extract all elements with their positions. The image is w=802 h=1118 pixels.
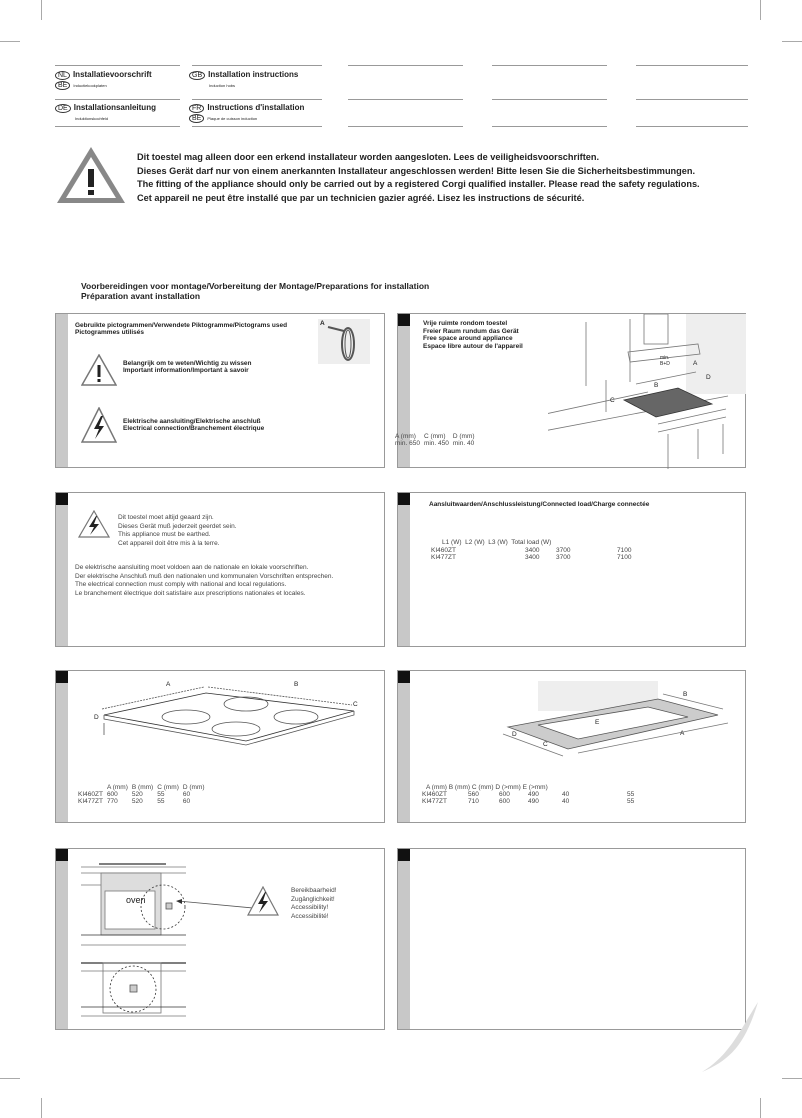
panel-earthing	[55, 492, 385, 647]
badge: DE	[55, 104, 71, 113]
lang-title: Installationsanleitung	[73, 103, 156, 112]
panel-accessibility	[55, 848, 385, 1030]
cell: 3700	[556, 554, 571, 561]
kitchen-diagram	[548, 314, 746, 469]
cell: A (mm)	[395, 433, 416, 440]
cell: KI460ZT	[422, 791, 447, 798]
oven-socket-diagram	[81, 859, 191, 1019]
dim-d: D	[512, 731, 517, 738]
cable-label: A	[320, 320, 325, 327]
cell: 600	[499, 791, 510, 798]
page-curl-decoration	[700, 1000, 760, 1075]
cell: 7100	[617, 547, 632, 554]
text-line: Le branchement électrique doit satisfaire aux prescriptions nationales et locales.	[75, 589, 306, 597]
cell: KI460ZT	[78, 791, 103, 798]
panel-title: Aansluitwaarden/Anschlussleistung/Connected load/Charge connectée	[429, 501, 650, 508]
cell: B (mm)	[131, 784, 154, 791]
dim-c: C	[543, 741, 548, 748]
hob-dimensions-table	[78, 784, 209, 805]
dim-min: min.	[660, 355, 670, 361]
cell: C (mm)	[423, 433, 446, 440]
cell: 3400	[525, 547, 540, 554]
warning-triangle-icon	[55, 145, 127, 205]
panel-pictograms	[55, 313, 385, 468]
free-space-title	[423, 320, 523, 350]
cell: KI477ZT	[78, 798, 103, 805]
dim-bd: B+D	[660, 361, 670, 367]
cell: 3400	[525, 554, 540, 561]
section-title-line: Voorbereidingen voor montage/Vorbereitung der Montage/Preparations for installation	[81, 281, 430, 291]
cell: 55	[627, 791, 635, 798]
cell: KI460ZT	[431, 547, 456, 554]
earth-text	[118, 514, 237, 548]
cell: L3 (W)	[488, 539, 508, 546]
badge: NL	[55, 71, 70, 80]
cell: 770	[106, 798, 118, 805]
title-line: Freier Raum rundum das Gerät	[423, 327, 519, 335]
cell: min. 450	[423, 440, 449, 447]
cell: L2 (W)	[465, 539, 485, 546]
text-line: Cet appareil doit être mis à la terre.	[118, 539, 220, 547]
cell: KI477ZT	[422, 798, 447, 805]
lang-subtitle: Plaque de cuisson induction	[207, 116, 258, 121]
text-line: Dieses Gerät muß jederzeit geerdet sein.	[118, 522, 237, 530]
text-line: Dit toestel moet altijd geaard zijn.	[118, 514, 214, 521]
title-line: Espace libre autour de l'appareil	[423, 342, 523, 350]
cell: E (>mm)	[522, 784, 548, 791]
dim-a: A	[166, 681, 171, 688]
cell: 600	[499, 798, 510, 805]
warning-line: Cet appareil ne peut être installé que par un technicien gazier agréé. Lisez les instructions de sécurité.	[137, 192, 585, 203]
panel-title: Gebruikte pictogrammen/Verwendete Piktogramme/Pictograms used	[75, 322, 288, 329]
electric-hazard-icon	[81, 407, 117, 443]
important-label: Important information/Important à savoir	[123, 367, 249, 374]
text-line: The electrical connection must comply with national and local regulations.	[75, 581, 287, 588]
cell: 520	[131, 791, 143, 798]
cell: C (mm)	[157, 784, 179, 791]
cell: 60	[182, 791, 191, 798]
cell: D (mm)	[452, 433, 475, 440]
accessibility-text	[291, 887, 337, 921]
section-title	[81, 281, 429, 301]
title-line: Vrije ruimte rondom toestel	[423, 320, 508, 327]
cell: min. 40	[452, 440, 475, 447]
electric-hazard-icon	[247, 886, 279, 921]
dim-a: A	[680, 730, 685, 737]
text-line: Accessibilité!	[291, 912, 329, 920]
oven-label: oven	[126, 895, 146, 905]
cell: Total load (W)	[511, 539, 552, 546]
cell: D (mm)	[182, 784, 205, 791]
dim-b: B	[683, 691, 688, 698]
cell: L1 (W)	[442, 539, 462, 546]
cell: 560	[468, 791, 479, 798]
text-line: Accessibility!	[291, 904, 329, 911]
cell: 40	[562, 791, 570, 798]
dim-c: C	[610, 397, 615, 404]
cell: A (mm)	[106, 784, 128, 791]
cell: 3700	[556, 547, 571, 554]
electric-hazard-icon	[78, 510, 110, 538]
lang-subtitle: Induktionskochfeld	[75, 116, 109, 121]
badge: GB	[189, 71, 205, 80]
lang-title: Installation instructions	[208, 70, 299, 79]
panel-cutout-dimensions	[397, 670, 746, 823]
panel-hob-dimensions	[55, 670, 385, 823]
panel-free-space	[397, 313, 746, 468]
badge: BE	[55, 81, 70, 90]
text-line: This appliance must be earthed.	[118, 531, 211, 538]
dim-a: A	[693, 360, 698, 367]
lang-title: Installatievoorschrift	[72, 70, 152, 79]
badge: BE	[189, 114, 204, 123]
dim-e: E	[595, 719, 600, 726]
hob-diagram	[86, 679, 376, 754]
cell: 55	[157, 791, 165, 798]
section-title-line: Préparation avant installation	[81, 291, 201, 301]
badge: FR	[189, 104, 204, 113]
text-line: Der elektrische Anschluß muß den nationalen und kommunalen Vorschriften entsprechen.	[75, 572, 334, 580]
cell: 55	[627, 798, 635, 805]
dim-b: B	[294, 681, 299, 688]
cell: 710	[468, 798, 479, 805]
electrical-label: Electrical connection/Branchement électrique	[123, 425, 265, 432]
cell: B (mm)	[448, 784, 471, 791]
lang-subtitle: Inductiekookplaten	[73, 83, 107, 88]
dim-d: D	[706, 374, 711, 381]
dim-b: B	[654, 382, 659, 389]
cell: 60	[182, 798, 191, 805]
cable-image	[318, 319, 370, 364]
lang-fr	[189, 103, 304, 123]
lang-nl	[55, 70, 152, 90]
cell: KI477ZT	[431, 554, 456, 561]
cell: 40	[562, 798, 570, 805]
cell: min. 650	[395, 440, 420, 447]
warning-line: The fitting of the appliance should only be carried out by a registered Corgi qualified installer. Please read the safety regulations.	[137, 179, 700, 189]
lang-gb	[189, 70, 298, 89]
load-headers	[442, 539, 551, 547]
text-line: De elektrische aansluiting moet voldoen aan de nationale en lokale voorschriften.	[75, 564, 309, 571]
important-label: Belangrijk om te weten/Wichtig zu wissen	[123, 360, 252, 367]
cell: C (mm)	[471, 784, 494, 791]
cell: 7100	[617, 554, 632, 561]
warning-line: Dieses Gerät darf nur von einem anerkannten Installateur angeschlossen werden! Bitte lesen Sie die Sicherheitsbestimmungen.	[137, 165, 696, 176]
panel-connected-load	[397, 492, 746, 647]
electrical-label: Elektrische aansluiting/Elektrische anschluß	[123, 418, 261, 425]
cell: 600	[106, 791, 118, 798]
regulations-text	[75, 564, 333, 598]
lang-subtitle: Induction hobs	[209, 83, 236, 88]
cell: 490	[528, 791, 539, 798]
text-line: Bereikbaarheid!	[291, 887, 337, 894]
lang-title: Instructions d'installation	[207, 103, 305, 112]
cell: 520	[131, 798, 143, 805]
clearance-table	[395, 433, 479, 447]
cutout-diagram	[498, 679, 738, 759]
dim-d: D	[94, 714, 99, 721]
lang-de	[55, 103, 156, 122]
text-line: Zugänglichkeit!	[291, 895, 335, 903]
panel-title: Pictogrammes utilisés	[75, 329, 144, 336]
cell: A (mm)	[426, 784, 447, 791]
warning-text	[137, 151, 700, 205]
cell: 55	[157, 798, 165, 805]
dim-c: C	[353, 701, 358, 708]
cell: 490	[528, 798, 539, 805]
warning-icon	[81, 354, 117, 386]
cell: D (>mm)	[495, 784, 521, 791]
warning-line: Dit toestel mag alleen door een erkend installateur worden aangesloten. Lees de veiligheidsvoorschriften.	[137, 152, 600, 162]
panel-empty	[397, 848, 746, 1030]
title-line: Free space around appliance	[423, 335, 513, 342]
